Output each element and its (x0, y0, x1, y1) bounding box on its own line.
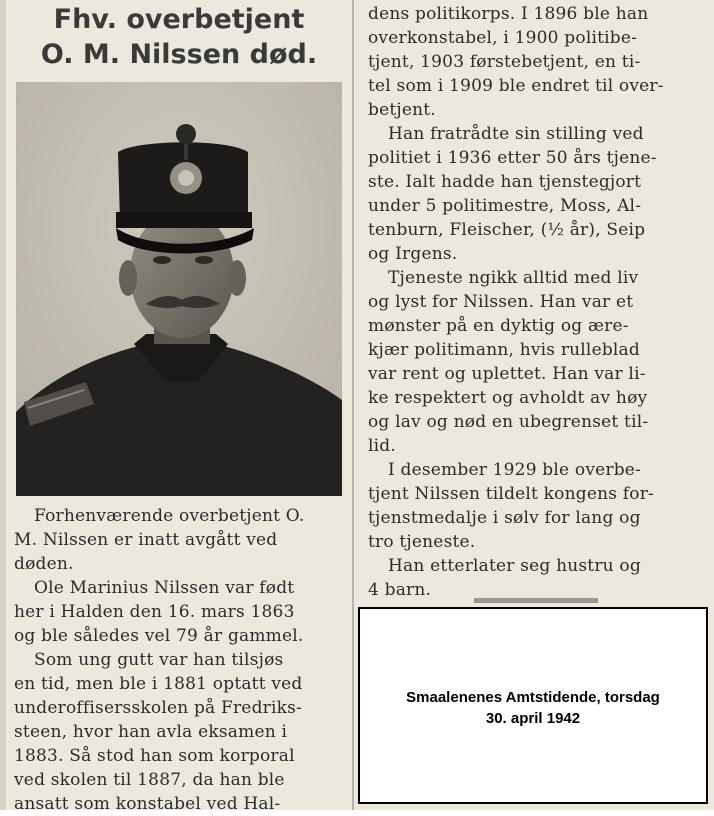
right-text-line: 4 barn. (368, 580, 432, 600)
caption-line-2: 30. april 1942 (485, 710, 581, 727)
portrait-illustration (16, 82, 342, 496)
right-text-line: Tjeneste ngikk alltid med liv (388, 268, 639, 288)
right-text-line: tenburn, Fleischer, (½ år), Seip (368, 220, 646, 240)
right-text-line: ke respektert og avholdt av høy (368, 388, 648, 408)
right-text-line: under 5 politimestre, Moss, Al- (368, 196, 642, 216)
left-text-line: ansatt som konstabel ved Hal- (14, 794, 281, 814)
right-text-line: tjenstmedalje i sølv for lang og (368, 508, 641, 528)
source-caption (360, 687, 706, 729)
right-text-line: overkonstabel, i 1900 politibe- (368, 28, 638, 48)
right-text-line: ste. Ialt hadde han tjenstegjort (368, 172, 642, 192)
right-text-line: og lyst for Nilssen. Han var et (368, 292, 634, 312)
right-text-line: I desember 1929 ble overbe- (388, 460, 642, 480)
right-text-line: dens politikorps. I 1896 ble han (368, 4, 649, 24)
left-text-line: døden. (14, 554, 74, 574)
right-text-line: politiet i 1936 etter 50 års tjene- (368, 148, 657, 168)
caption-line-1: Smaalenenes Amtstidende, torsdag (406, 689, 660, 706)
left-text-line: Som ung gutt var han tilsjøs (34, 650, 284, 670)
right-text-line: tjent Nilssen tildelt kongens for- (368, 484, 654, 504)
left-text-line: en tid, men ble i 1881 optatt ved (14, 674, 303, 694)
right-text-line: var rent og uplettet. Han var li- (368, 364, 646, 384)
left-text-line: underoffisersskolen på Fredriks- (14, 698, 302, 718)
right-text-line: tel som i 1909 ble endret til over- (368, 76, 664, 96)
left-text-line: Forhenværende overbetjent O. (34, 506, 305, 526)
end-rule (474, 598, 598, 603)
left-text-line: ved skolen til 1887, da han ble (14, 770, 285, 790)
headline-line-2: O. M. Nilssen død. (40, 39, 318, 70)
clipping-edge (0, 0, 6, 810)
right-text-line: lid. (368, 436, 396, 456)
column-divider (352, 0, 354, 810)
right-text-line: Han fratrådte sin stilling ved (388, 124, 644, 144)
right-text-line: mønster på en dyktig og ære- (368, 316, 629, 336)
left-text-line: 1883. Så stod han som korporal (14, 746, 295, 766)
left-text-line: her i Halden den 16. mars 1863 (14, 602, 295, 622)
right-text-line: tjent, 1903 førstebetjent, en ti- (368, 52, 641, 72)
left-text-line: steen, hvor han avla eksamen i (14, 722, 288, 742)
right-text-line: og lav og nød en ubegrenset til- (368, 412, 649, 432)
right-text-line: og Irgens. (368, 244, 458, 264)
right-text-line: tro tjeneste. (368, 532, 476, 552)
right-text-line: betjent. (368, 100, 436, 120)
portrait-photo (16, 82, 342, 496)
left-text-line: M. Nilssen er inatt avgått ved (14, 530, 278, 550)
left-text-line: og ble således vel 79 år gammel. (14, 626, 304, 646)
headline-line-1: Fhv. overbetjent (53, 4, 305, 35)
right-text-line: kjær politimann, hvis rulleblad (368, 340, 640, 360)
source-caption-box (358, 607, 708, 804)
left-text-line: Ole Marinius Nilssen var født (34, 578, 295, 598)
right-text-line: Han etterlater seg hustru og (388, 556, 641, 576)
